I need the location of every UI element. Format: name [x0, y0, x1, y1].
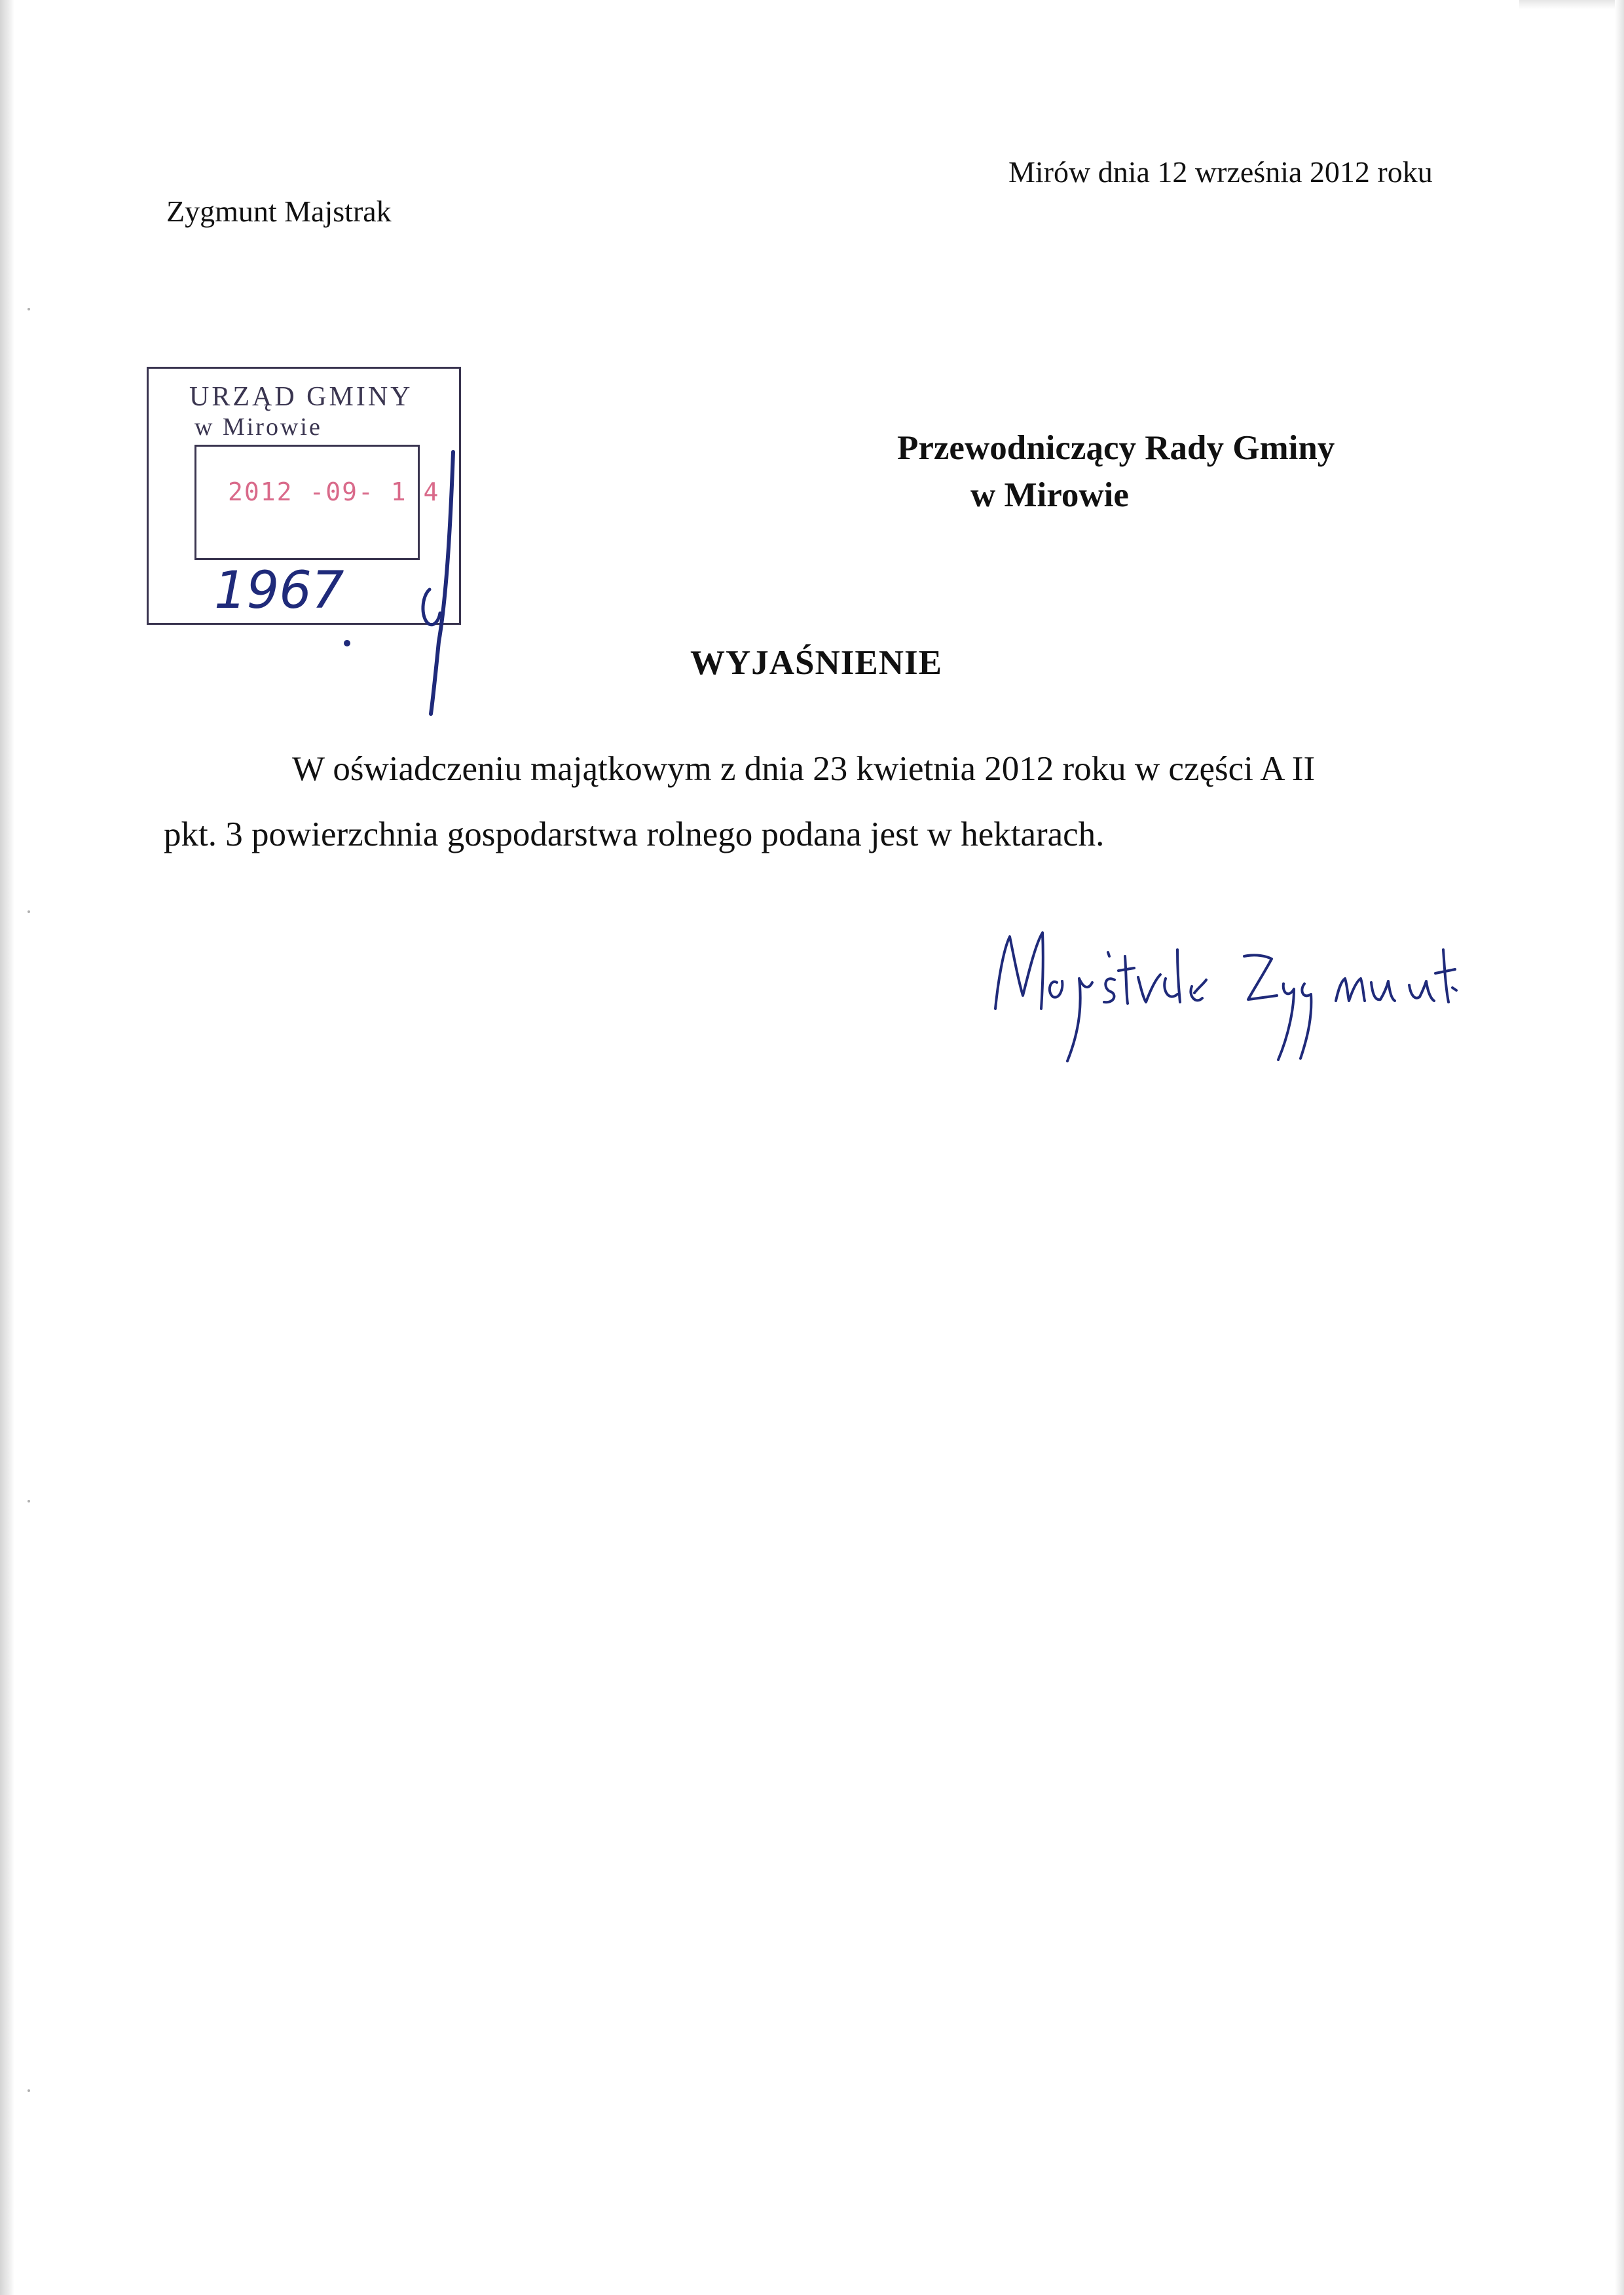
document-title: WYJAŚNIENIE [690, 644, 943, 682]
scan-edge-right [1615, 0, 1624, 2295]
body-line-1: W oświadczeniu majątkowym z dnia 23 kwietnia 2012 roku w części A II [292, 750, 1316, 788]
author-name: Zygmunt Majstrak [166, 195, 392, 228]
stamp-pen-stroke [390, 445, 469, 720]
stamp-registration-number: 1967 [214, 561, 344, 620]
scan-speck [28, 910, 30, 913]
scan-edge-top [1519, 0, 1624, 9]
scan-speck [28, 1500, 30, 1502]
handwritten-signature [969, 910, 1493, 1068]
recipient-line-2: w Mirowie [970, 476, 1129, 514]
scan-edge-left [0, 0, 14, 2295]
stamp-office-name: URZĄD GMINY [189, 382, 413, 412]
recipient-line-1: Przewodniczący Rady Gminy [897, 429, 1335, 467]
scan-speck [28, 2089, 30, 2092]
stamp-date-box [194, 445, 440, 560]
stamp-received-date: 2012 -09- 1 4 [228, 477, 440, 506]
stamp-town-name: w Mirowie [194, 413, 322, 441]
document-body [164, 736, 1441, 867]
place-and-date: Mirów dnia 12 września 2012 roku [1008, 155, 1433, 189]
body-line-2: pkt. 3 powierzchnia gospodarstwa rolnego podana jest w hektarach. [164, 815, 1105, 853]
recipient-block [897, 424, 1335, 519]
scan-speck [28, 308, 30, 310]
